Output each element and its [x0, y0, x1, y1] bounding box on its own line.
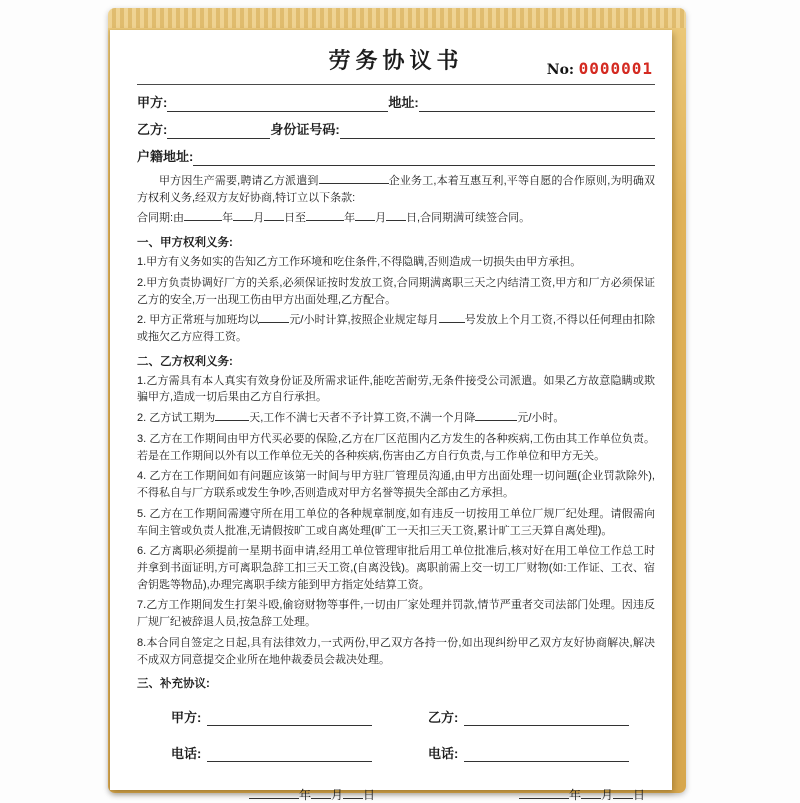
section-a-title: 一、甲方权利义务: — [137, 237, 233, 250]
clause-a-2: 2.甲方负责协调好厂方的关系,必须保证按时发放工资,合同期满离职三天之内结清工资,甲方和厂方必须保证乙方的安全,万一出现工伤由甲方出面处理,乙方配合。 — [137, 276, 655, 306]
date-right-month-blank — [581, 787, 601, 799]
start-year-blank — [184, 211, 222, 221]
phone-party-a — [171, 743, 382, 762]
date-right-year-label: 年 — [568, 788, 581, 803]
term-month-label: 月 — [253, 212, 265, 225]
address-blank — [419, 93, 655, 112]
phone-party-b-label: 电话: — [428, 746, 459, 762]
date-left-month-label: 月 — [331, 788, 344, 803]
party-a-blank — [167, 93, 388, 112]
end-year-blank — [306, 211, 344, 221]
clause-a-3 — [137, 312, 655, 345]
clause-b-1: 1.乙方需具有本人真实有效身份证及所需求证件,能吃苦耐劳,无条件接受公司派遣。如果乙方故意隐瞒或欺骗甲方,造成一切后果由乙方自行承担。 — [137, 374, 655, 404]
date-left-month-blank — [311, 787, 331, 799]
contract-page — [110, 30, 672, 803]
date-right-month-label: 月 — [600, 788, 613, 803]
serial-number-label: No: — [546, 62, 575, 78]
clause-b-2-text-2: 天,工作不满七天者不予计算工资,不满一个月降 — [249, 412, 476, 425]
clause-b-2-text-3: 元/小时。 — [517, 412, 565, 425]
date-left-day-label: 日 — [363, 788, 376, 803]
pad-binding-edge — [108, 8, 686, 28]
party-b-blank — [167, 120, 270, 139]
trial-days-blank — [215, 411, 249, 421]
start-month-blank — [233, 211, 253, 221]
field-row-party-a — [137, 85, 655, 112]
field-row-household — [137, 139, 655, 166]
signature-party-b-label: 乙方: — [428, 710, 459, 726]
clause-a-3-text-1: 2. 甲方正常班与加班均以 — [137, 314, 260, 327]
end-day-blank — [386, 211, 406, 221]
contract-term-line — [137, 210, 655, 227]
signature-party-b — [428, 707, 639, 726]
date-right-year-blank — [519, 787, 569, 799]
hourly-rate-blank — [259, 313, 289, 323]
intro-paragraph — [137, 173, 655, 206]
serial-number — [547, 59, 653, 79]
term-year-label-2: 年 — [344, 212, 356, 225]
clause-a-3-text-2: 元/小时计算,按照企业规定每月 — [289, 314, 439, 327]
household-blank — [193, 147, 655, 166]
clause-a-3-text-3: 号发放上个月工资,不得以任何理由扣除或拖欠乙方应得工资。 — [137, 314, 655, 344]
clause-b-5: 5. 乙方在工作期间需遵守所在用工单位的各种规章制度,如有违反一切按用工单位厂规厂纪处理。请假需向车间主管或负责人批准,无请假按旷工或自离处理(旷工一天扣三天工资,累计旷工三天算自离处理)。 — [137, 507, 655, 537]
payday-blank — [439, 313, 465, 323]
signature-party-a — [171, 707, 382, 726]
clause-b-8: 8.本合同自签定之日起,具有法律效力,一式两份,甲乙双方各持一份,如出现纠纷甲乙双方友好协商解决,解决不成双方同意提交企业所在地仲裁委员会裁决处理。 — [137, 636, 655, 666]
id-number-label: 身份证号码: — [270, 122, 340, 137]
clause-b-4: 4. 乙方在工作期间如有问题应该第一时间与甲方驻厂管理员沟通,由甲方出面处理一切问题(企业罚款除外),不得私自与厂方联系或发生争吵,否则造成对甲方名誉等损失全部由乙方承担。 — [137, 470, 655, 500]
party-b-label: 乙方: — [137, 122, 168, 137]
rate-reduction-blank — [475, 411, 517, 421]
party-a-label: 甲方: — [137, 95, 168, 110]
signature-party-a-blank — [207, 707, 372, 726]
clause-b-6: 6. 乙方离职必须提前一星期书面申请,经用工单位管理审批后用工单位批准后,核对好在用工单位工作总工时并拿到书面证明,方可离职急辞工扣三天工资,(自离没钱)。离职前需上交一切工厂财物(如:工作证、工衣、宿舍钥匙等物品),办理完离职手续方能到甲方指定处结算工资。 — [137, 545, 655, 591]
field-row-party-b — [137, 112, 655, 139]
id-number-blank — [340, 120, 655, 139]
date-left-year-blank — [249, 787, 299, 799]
term-month-label-2: 月 — [375, 212, 387, 225]
document-title: 劳务协议书 — [328, 48, 464, 73]
date-right-day-blank — [613, 787, 633, 799]
address-label: 地址: — [388, 95, 419, 110]
enterprise-name-blank — [319, 174, 389, 184]
clause-b-3: 3. 乙方在工作期间由甲方代买必要的保险,乙方在厂区范围内乙方发生的各种疾病,工伤由其工作单位负责。若是在工作期间以外有以工作单位无关的各种疾病,伤害由乙方自行负责,与工作单位和甲方无关。 — [137, 432, 655, 462]
date-left-day-blank — [343, 787, 363, 799]
term-year-label: 年 — [222, 212, 234, 225]
end-month-blank — [355, 211, 375, 221]
date-left-year-label: 年 — [299, 788, 312, 803]
phone-party-b — [428, 743, 639, 762]
signature-block — [137, 707, 655, 762]
clause-a-1: 1.甲方有义务如实的告知乙方工作环境和吃住条件,不得隐瞒,否则造成一切损失由甲方承担。 — [137, 256, 582, 269]
date-right-day-label: 日 — [632, 788, 645, 803]
phone-party-b-blank — [464, 743, 629, 762]
serial-number-value: 0000001 — [578, 59, 653, 78]
term-text-3: 日,合同期满可续签合同。 — [406, 212, 531, 225]
clause-b-7: 7.乙方工作期间发生打架斗殴,偷窃财物等事件,一切由厂家处理并罚款,情节严重者交司法部门处理。因违反厂规厂纪被辞退人员,按急辞工处理。 — [137, 599, 655, 629]
date-line-right — [519, 786, 645, 803]
clause-b-2-text-1: 2. 乙方试工期为 — [137, 412, 216, 425]
term-text-2: 日至 — [284, 212, 307, 225]
date-line-left — [249, 786, 375, 803]
intro-text-1: 甲方因生产需要,聘请乙方派遣到 — [159, 175, 319, 187]
date-lines — [137, 786, 655, 803]
phone-party-a-blank — [207, 743, 372, 762]
document-header — [137, 44, 655, 85]
phone-party-a-label: 电话: — [171, 746, 202, 762]
clause-b-2 — [137, 410, 655, 427]
signature-party-a-label: 甲方: — [171, 710, 202, 726]
start-day-blank — [264, 211, 284, 221]
signature-party-b-blank — [464, 707, 629, 726]
household-label: 户籍地址: — [137, 149, 194, 164]
term-text-1: 合同期:由 — [137, 212, 185, 225]
intro-text-2: 企业务工,本着互惠互利,平等自愿的合作原则,为明确双方权利义务,经双方友好协商,特订立以下条款: — [137, 175, 655, 204]
section-c-title: 三、补充协议: — [137, 678, 210, 691]
section-b-title: 二、乙方权利义务: — [137, 355, 233, 368]
